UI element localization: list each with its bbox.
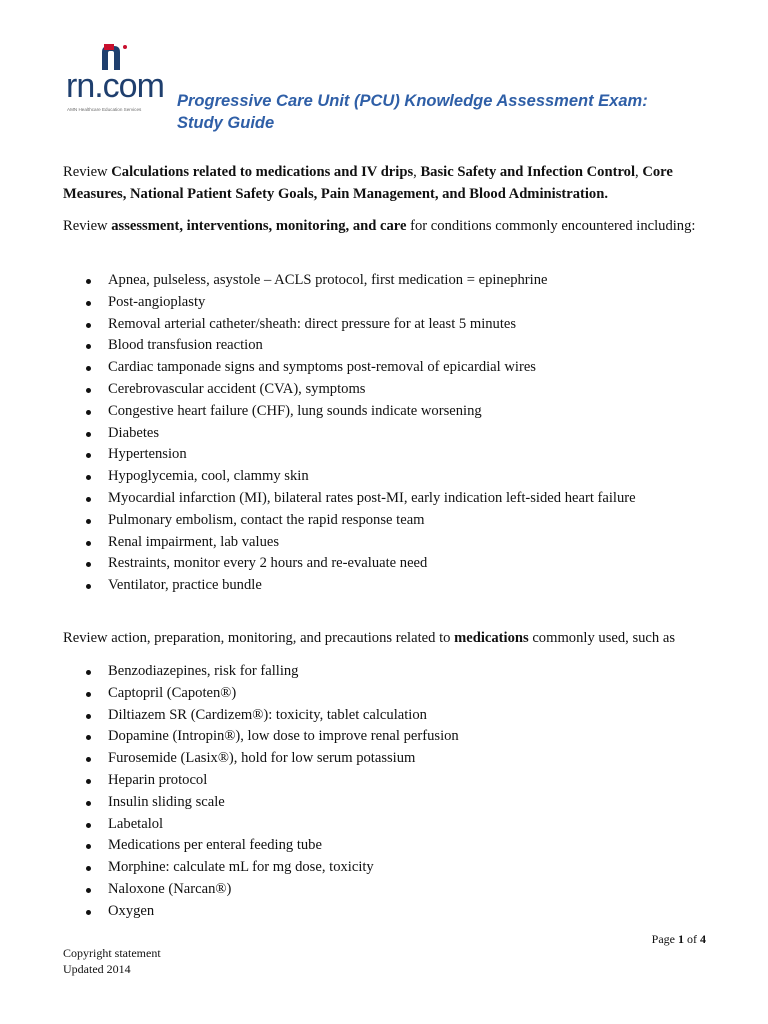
list-item — [63, 901, 459, 923]
list-item-text: Oxygen — [108, 902, 155, 919]
intro2-tail: for conditions commonly encountered including: — [406, 218, 696, 234]
bullet-icon — [86, 735, 91, 740]
bullet-icon — [86, 388, 91, 393]
intro1-bold-1: Calculations related to medications and IV drips — [111, 164, 414, 180]
intro3-tail: commonly used, such as — [528, 630, 675, 646]
bullet-icon — [86, 519, 91, 524]
list-item-text: Cerebrovascular accident (CVA), symptoms — [108, 380, 366, 397]
logo-brand-text: rn.com — [66, 67, 164, 105]
rn-com-logo — [66, 44, 178, 114]
bullet-icon — [86, 323, 91, 328]
intro1-bold-2: Basic Safety and Infection Control — [420, 164, 636, 180]
list-item — [63, 575, 636, 597]
bullet-icon — [86, 866, 91, 871]
list-item-text: Furosemide (Lasix®), hold for low serum potassium — [108, 750, 416, 767]
bullet-icon — [86, 344, 91, 349]
intro2-bold: assessment, interventions, monitoring, and care — [111, 218, 407, 234]
list-item — [63, 748, 459, 770]
list-item-text: Hypoglycemia, cool, clammy skin — [108, 468, 309, 485]
intro3-lead: Review action, preparation, monitoring, and precautions related to — [63, 630, 455, 646]
intro-paragraph-medications — [63, 628, 713, 650]
list-item-text: Congestive heart failure (CHF), lung sounds indicate worsening — [108, 402, 482, 419]
page-title — [177, 90, 648, 134]
list-item-text: Hypertension — [108, 446, 187, 463]
list-item-text: Apnea, pulseless, asystole – ACLS protocol, first medication = epinephrine — [108, 272, 548, 288]
list-item — [63, 444, 636, 466]
intro1-lead: Review — [63, 164, 112, 180]
list-item-text: Benzodiazepines, risk for falling — [108, 663, 299, 679]
list-item — [63, 532, 636, 554]
list-item — [63, 726, 459, 748]
list-item — [63, 683, 459, 705]
intro-paragraph-topics — [63, 162, 713, 205]
bullet-icon — [86, 714, 91, 719]
bullet-icon — [86, 410, 91, 415]
page-prefix: Page — [651, 932, 678, 946]
list-item-text: Labetalol — [108, 815, 164, 832]
list-item — [63, 879, 459, 901]
bullet-icon — [86, 888, 91, 893]
intro1-sep-2: , — [635, 164, 643, 180]
list-item-text: Post-angioplasty — [108, 293, 206, 310]
bullet-icon — [86, 801, 91, 806]
list-item-text: Cardiac tamponade signs and symptoms post-removal of epicardial wires — [108, 359, 536, 376]
bullet-icon — [86, 541, 91, 546]
title-line-2: Study Guide — [177, 114, 275, 132]
bullet-icon — [86, 844, 91, 849]
footer-notes — [63, 946, 161, 977]
list-item — [63, 357, 636, 379]
bullet-icon — [86, 301, 91, 306]
list-item — [63, 661, 459, 683]
list-item — [63, 705, 459, 727]
list-item — [63, 466, 636, 488]
list-item-text: Diabetes — [108, 424, 160, 441]
list-item-text: Medications per enteral feeding tube — [108, 837, 322, 854]
bullet-icon — [86, 475, 91, 480]
list-item — [63, 770, 459, 792]
page-current: 1 — [678, 932, 684, 946]
intro1-bold-3: Core Measures, National Patient Safety Goals, Pain Management, and Blood Administration. — [63, 164, 673, 202]
list-item-text: Pulmonary embolism, contact the rapid response team — [108, 511, 425, 528]
list-item-text: Dopamine (Intropin®), low dose to improve renal perfusion — [108, 728, 459, 745]
bullet-icon — [86, 366, 91, 371]
list-item — [63, 835, 459, 857]
bullet-icon — [86, 823, 91, 828]
conditions-list — [63, 270, 636, 597]
logo-tagline: AMN Healthcare Education Services — [67, 107, 142, 112]
list-item — [63, 270, 636, 292]
bullet-icon — [86, 453, 91, 458]
page-sep: of — [684, 932, 700, 946]
list-item-text: Naloxone (Narcan®) — [108, 880, 232, 897]
list-item — [63, 792, 459, 814]
title-line-1: Progressive Care Unit (PCU) Knowledge Assessment Exam: — [177, 92, 648, 110]
intro2-lead: Review — [63, 218, 112, 234]
bullet-icon — [86, 910, 91, 915]
list-item-text: Renal impairment, lab values — [108, 533, 280, 550]
list-item-text: Diltiazem SR (Cardizem®): toxicity, tablet calculation — [108, 706, 427, 723]
list-item-text: Captopril (Capoten®) — [108, 684, 237, 701]
list-item — [63, 379, 636, 401]
list-item — [63, 553, 636, 575]
list-item — [63, 814, 459, 836]
list-item — [63, 335, 636, 357]
intro1-sep-1: , — [413, 164, 421, 180]
bullet-icon — [86, 670, 91, 675]
list-item — [63, 510, 636, 532]
list-item-text: Ventilator, practice bundle — [108, 577, 262, 594]
bullet-icon — [86, 584, 91, 589]
intro-paragraph-conditions — [63, 216, 713, 238]
bullet-icon — [86, 279, 91, 284]
list-item — [63, 488, 636, 510]
list-item — [63, 292, 636, 314]
list-item-text: Heparin protocol — [108, 771, 208, 788]
list-item — [63, 314, 636, 336]
bullet-icon — [86, 779, 91, 784]
list-item-text: Restraints, monitor every 2 hours and re-evaluate need — [108, 555, 428, 572]
list-item-text: Insulin sliding scale — [108, 793, 225, 810]
bullet-icon — [86, 562, 91, 567]
copyright-statement: Copyright statement — [63, 946, 161, 960]
page-number — [652, 932, 706, 947]
list-item-text: Morphine: calculate mL for mg dose, toxicity — [108, 859, 374, 876]
bullet-icon — [86, 757, 91, 762]
page-total: 4 — [700, 932, 706, 946]
bullet-icon — [86, 497, 91, 502]
list-item — [63, 401, 636, 423]
list-item-text: Blood transfusion reaction — [108, 337, 263, 354]
intro3-bold: medications — [454, 630, 529, 646]
bullet-icon — [86, 692, 91, 697]
list-item — [63, 423, 636, 445]
medications-list — [63, 661, 459, 923]
bullet-icon — [86, 432, 91, 437]
list-item-text: Removal arterial catheter/sheath: direct pressure for at least 5 minutes — [108, 315, 517, 332]
list-item-text: Myocardial infarction (MI), bilateral rates post-MI, early indication left-sided heart failure — [108, 489, 636, 506]
list-item — [63, 857, 459, 879]
updated-date: Updated 2014 — [63, 961, 131, 976]
